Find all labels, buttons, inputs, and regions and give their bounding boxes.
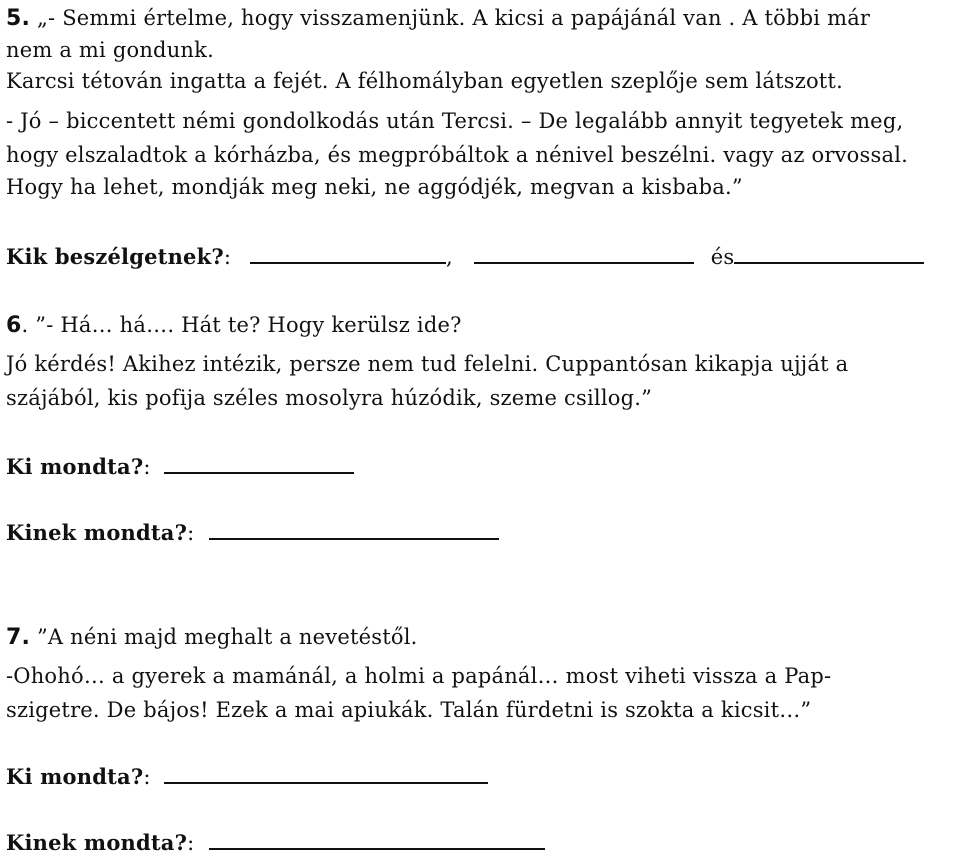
section-5-line-5: hogy elszaladtok a kórházba, és megpróbáltok a nénivel beszélni. vagy az orvossal.: [6, 143, 908, 167]
section-5-line-2: nem a mi gondunk.: [6, 38, 214, 62]
section-7-number: 7.: [6, 625, 31, 650]
answer-blank-2[interactable]: [474, 242, 694, 264]
section-7-q2-row: [6, 828, 545, 856]
section-7-line-3: szigetre. De bájos! Ezek a mai apiukák. Talán fürdetni is szokta a kicsit…”: [6, 698, 812, 722]
answer-blank-1[interactable]: [250, 242, 446, 264]
section-6-q2-colon: :: [187, 521, 195, 545]
section-7-q1-colon: :: [143, 765, 151, 789]
section-7-q2-colon: :: [187, 831, 195, 855]
section-5-text-1: „- Semmi értelme, hogy visszamenjünk. A kicsi a papájánál van . A többi már: [36, 6, 871, 30]
section-7-line-1: [6, 624, 418, 651]
section-5-line-3: Karcsi tétován ingatta a fejét. A félhomályban egyetlen szeplője sem látszott.: [6, 69, 843, 93]
section-7-line-2: -Ohohó… a gyerek a mamánál, a holmi a papánál… most viheti vissza a Pap-: [6, 664, 832, 688]
comma-separator: ,: [446, 245, 453, 269]
section-7-who-said: Ki mondta?: [6, 764, 144, 789]
answer-blank-7[interactable]: [209, 828, 545, 850]
section-6-q2-row: [6, 518, 499, 546]
section-6-line-3: szájából, kis pofija széles mosolyra húzódik, szeme csillog.”: [6, 386, 653, 410]
and-label: és: [710, 245, 735, 269]
section-6-q1-row: [6, 452, 354, 480]
section-6-to-whom: Kinek mondta?: [6, 520, 188, 545]
answer-blank-6[interactable]: [164, 762, 488, 784]
section-6-who-said: Ki mondta?: [6, 454, 144, 479]
answer-blank-5[interactable]: [209, 518, 499, 540]
section-6-line-1: [6, 312, 462, 339]
section-5-number: 5.: [6, 6, 31, 31]
section-5-question-row: [6, 242, 924, 270]
section-5-line-1: [6, 5, 870, 32]
section-6-text-1: . ”- Há… há…. Hát te? Hogy kerülsz ide?: [21, 313, 462, 337]
section-5-line-4: - Jó – biccentett némi gondolkodás után Tercsi. – De legalább annyit tegyetek meg,: [6, 109, 904, 133]
section-7-text-1: ”A néni majd meghalt a nevetéstől.: [36, 625, 418, 649]
section-5-question: Kik beszélgetnek?: [6, 244, 224, 269]
section-7-q1-row: [6, 762, 488, 790]
section-6-q1-colon: :: [143, 455, 151, 479]
section-6-number: 6: [6, 313, 22, 338]
section-5-line-6: Hogy ha lehet, mondják meg neki, ne aggódjék, megvan a kisbaba.”: [6, 175, 743, 199]
section-5-question-colon: :: [223, 245, 232, 269]
answer-blank-3[interactable]: [734, 242, 924, 264]
answer-blank-4[interactable]: [164, 452, 354, 474]
section-6-line-2: Jó kérdés! Akihez intézik, persze nem tud felelni. Cuppantósan kikapja ujját a: [6, 352, 849, 376]
section-7-to-whom: Kinek mondta?: [6, 830, 188, 855]
